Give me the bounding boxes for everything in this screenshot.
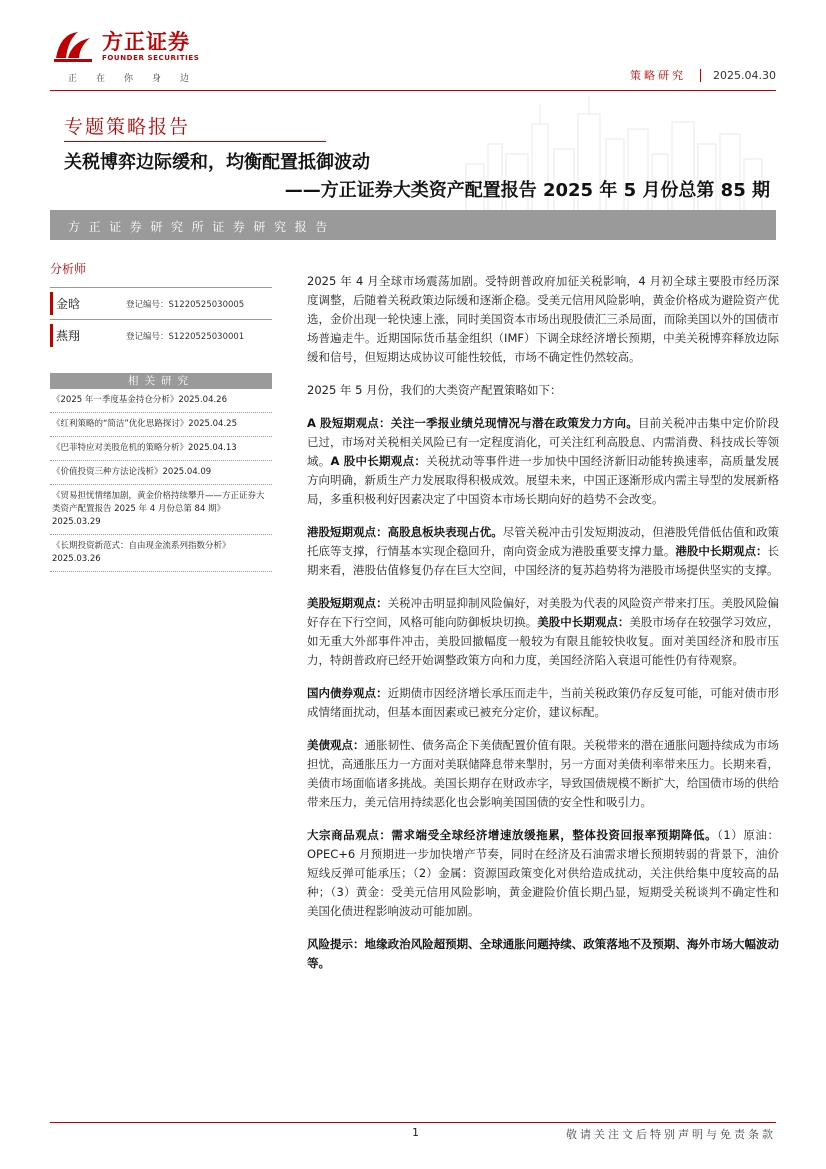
analyst-name: 金晗: [56, 297, 81, 311]
report-category: 策略研究: [630, 69, 687, 82]
company-logo: [52, 28, 199, 64]
a-share-short-text: 目前关税冲击集中定价阶段已过，市场对关税相关风险已有一定程度消化，可关注红利高股息、内需消费、科技成长等领域。: [307, 416, 780, 468]
institute-bar: [50, 210, 776, 240]
us-treasury-label: 美债观点：: [307, 738, 365, 752]
logo-english: FOUNDER SECURITIES: [102, 54, 200, 62]
disclaimer-note: 敬请关注文后特别声明与免责条款: [566, 1128, 776, 1141]
related-research-link[interactable]: 《巴菲特应对美股危机的策略分析》2025.04.13: [50, 437, 272, 461]
intro-paragraph: 2025 年 4 月全球市场震荡加剧。受特朗普政府加征关税影响，4 月初全球主要股市经历深度调整，后随着关税政策边际缓和逐渐企稳。受美元信用风险影响，黄金价格成为避险资产优选，金价出现一轮快速上涨，同时美国资本市场出现股债汇三杀局面，而除美国以外的国债市场普遍走牛。近期国际货币基金组织（IMF）下调全球经济增长预期，中美关税博弈释放边际缓和信号，但短期达成协议可能性较低，市场不确定性仍然较高。: [307, 274, 779, 364]
logo-mark-icon: [52, 28, 96, 64]
commodity-paragraph: [307, 826, 779, 921]
report-summary: [307, 272, 779, 980]
a-share-paragraph: [307, 414, 779, 509]
sidebar: [50, 260, 272, 572]
analyst-registration: 登记编号：S1220525030005: [126, 299, 245, 310]
related-research-link[interactable]: 《红利策略的“简洁”优化思路探讨》2025.04.25: [50, 413, 272, 437]
institute-label: 方正证券研究所证券研究报告: [68, 220, 336, 234]
us-stock-paragraph: [307, 594, 779, 670]
report-date: 2025.04.30: [713, 68, 776, 82]
logo-text: 方正证券: [102, 30, 190, 54]
hk-long-text: 长期来看，港股估值修复仍存在巨大空间，中国经济的复苏趋势将为港股市场提供坚实的支撑。: [307, 544, 780, 577]
us-treasury-paragraph: [307, 736, 779, 812]
hk-short-label: 港股短期观点：高股息板块表现占优。: [307, 525, 503, 539]
risk-warning: 风险提示：地缘政治风险超预期、全球通胀问题持续、政策落地不及预期、海外市场大幅波动等。: [307, 937, 779, 970]
strategy-lead: 2025 年 5 月份，我们的大类资产配置策略如下：: [307, 383, 562, 397]
a-share-short-label: A 股短期观点：关注一季报业绩兑现情况与潜在政策发力方向。: [307, 416, 639, 430]
bond-label: 国内债券观点：: [307, 686, 388, 700]
related-research-link[interactable]: 《贸易担忧情绪加剧，黄金价格持续攀升——方正证券大类资产配置报告 2025 年 4 月份总第 84 期》2025.03.29: [50, 485, 272, 535]
analyst-heading: 分析师: [50, 262, 87, 276]
header-meta: [630, 67, 776, 83]
related-research-link[interactable]: 《价值投资三种方法论浅析》2025.04.09: [50, 461, 272, 485]
footer-rule: [50, 1122, 776, 1123]
report-type: 专题策略报告: [64, 116, 191, 138]
related-research-link[interactable]: 《长期投资新范式：自由现金流系列指数分析》2025.03.26: [50, 535, 272, 572]
us-long-label: 美股中长期观点：: [537, 615, 630, 629]
analyst-entry: [50, 287, 272, 319]
header-separator: [700, 69, 701, 82]
us-short-label: 美股短期观点：: [307, 596, 388, 610]
report-type-underline: [64, 141, 326, 142]
us-treasury-text: 通胀韧性、债务高企下美债配置价值有限。关税带来的潜在通胀问题持续成为市场担忧，高通胀压力一方面对美联储降息带来掣肘，另一方面对美债利率带来压力。长期来看，美债市场面临诸多挑战。美国长期存在财政赤字，导致国债规模不断扩大，给国债市场的供给带来压力，美元信用持续恶化也会影响美国国债的安全性和吸引力。: [307, 738, 779, 809]
analyst-entry: [50, 319, 272, 351]
hk-paragraph: [307, 523, 779, 580]
commodity-text: （1）原油：OPEC+6 月预期进一步加快增产节奏，同时在经济及石油需求增长预期转弱的背景下，油价短线反弹可能承压；（2）金属：资源国政策变化对供给造成扰动，关注供给集中度较高的品种；（3）黄金：受美元信用风险影响，黄金避险价值长期凸显，短期受关税谈判不确定性和美国化债进程影响波动可能加剧。: [307, 828, 779, 918]
title-banner: [50, 94, 776, 240]
analyst-name: 燕翔: [56, 329, 81, 343]
related-research-heading: 相关研究: [50, 373, 272, 389]
bond-paragraph: [307, 684, 779, 722]
risk-paragraph: [307, 935, 779, 973]
us-long-text: 美股市场存在较强学习效应，如无重大外部事件冲击，美股回撤幅度一般较为有限且能较快收复。面对美国经济和股市压力，特朗普政府已经开始调整政策方向和力度，美国经济陷入衰退可能性仍有待观察。: [307, 615, 780, 667]
commodity-label: 大宗商品观点：需求端受全球经济增速放缓拖累，整体投资回报率预期降低。: [307, 828, 718, 842]
hk-short-text: 尽管关税冲击引发短期波动，但港股凭借低估值和政策托底等支撑，行情基本实现企稳回升，南向资金成为港股重要支撑力量。: [307, 525, 780, 558]
a-share-long-text: 关税扰动等事件进一步加快中国经济新旧动能转换速率，高质量发展方向明确，新质生产力发展取得积极成效。展望未来，中国正逐渐形成内需主导型的发展新格局，多重积极利好因素决定了中国资本市场长期向好的趋势不会改变。: [307, 454, 779, 506]
page-number: 1: [412, 1126, 419, 1139]
a-share-long-label: A 股中长期观点：: [330, 454, 427, 468]
header-rule: [50, 90, 776, 91]
hk-long-label: 港股中长期观点：: [675, 544, 768, 558]
bond-text: 近期债市因经济增长承压而走牛，当前关税政策仍存反复可能，可能对债市形成情绪面扰动，但基本面因素或已被充分定价，建议标配。: [307, 686, 780, 719]
slogan: 正在你身边: [68, 74, 209, 84]
us-short-text: 关税冲击明显抑制风险偏好，对美股为代表的风险资产带来打压。美股风险偏好存在下行空间，风格可能向防御板块切换。: [307, 596, 780, 629]
report-title: 关税博弈边际缓和，均衡配置抵御波动: [64, 152, 370, 173]
related-research-link[interactable]: 《2025 年一季度基金持仓分析》2025.04.26: [50, 389, 272, 413]
report-subtitle: ——方正证券大类资产配置报告 2025 年 5 月份总第 85 期: [284, 180, 770, 201]
analyst-registration: 登记编号：S1220525030001: [126, 331, 245, 342]
